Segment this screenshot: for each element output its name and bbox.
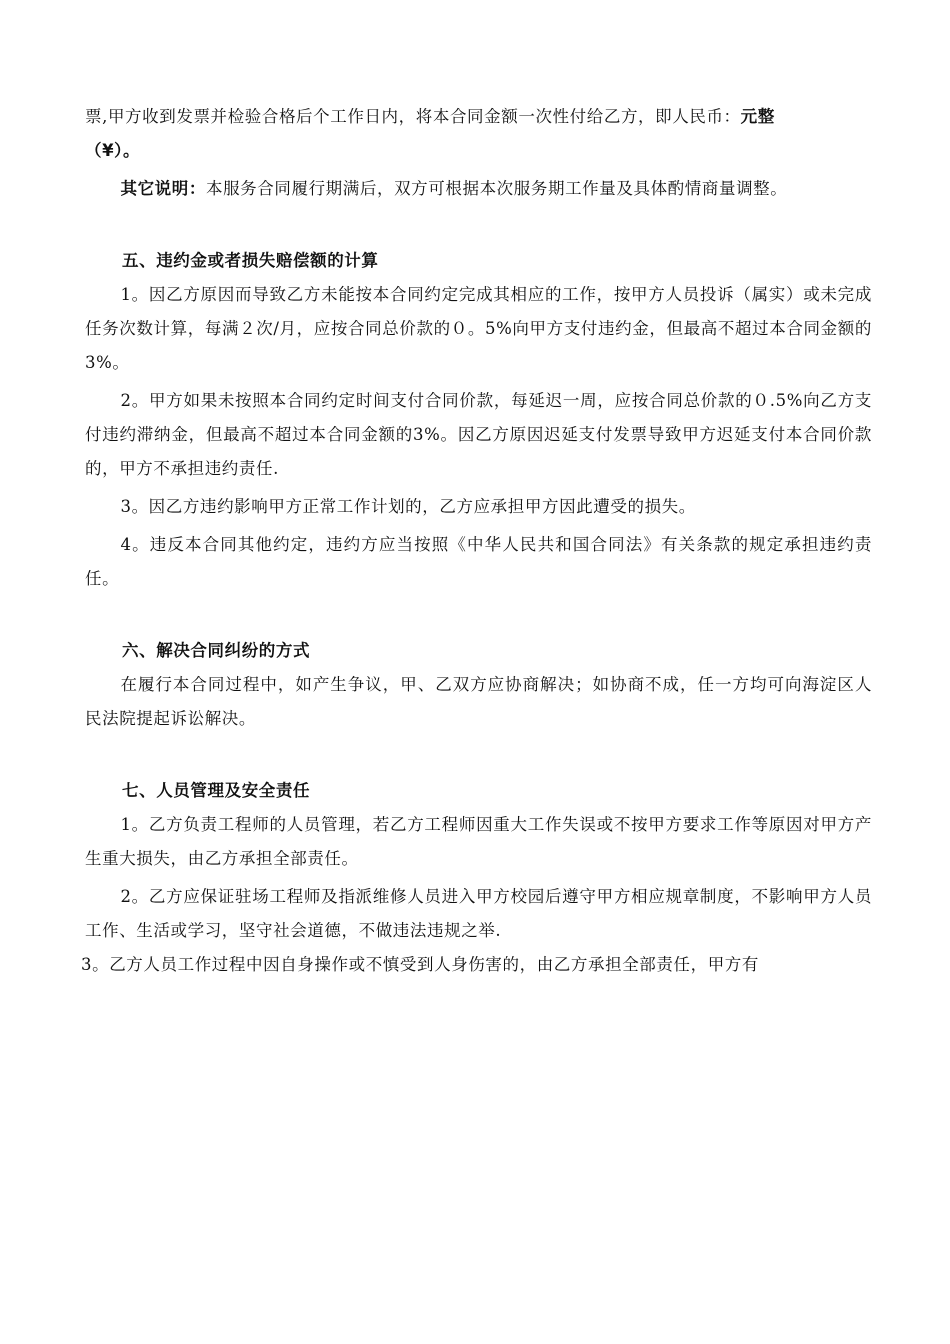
section-7-heading: 七、人员管理及安全责任 [122, 781, 311, 800]
spacer [85, 210, 872, 244]
payment-currency: （¥）。 [85, 141, 141, 160]
other-notes-text: 本服务合同履行期满后，双方可根据本次服务期工作量及具体酌情商量调整。 [205, 179, 788, 198]
section-5-heading: 五、违约金或者损失赔偿额的计算 [122, 251, 379, 270]
section-7-item-3: 3。乙方人员工作过程中因自身操作或不慎受到人身伤害的，由乙方承担全部责任，甲方有 [81, 955, 759, 974]
section-6-heading: 六、解决合同纠纷的方式 [122, 641, 311, 660]
section-5-item-4: 4。违反本合同其他约定，违约方应当按照《中华人民共和国合同法》有关条款的规定承担违约责任。 [85, 535, 872, 588]
payment-text: 票,甲方收到发票并检验合格后个工作日内，将本合同金额一次性付给乙方，即人民币： [85, 107, 741, 126]
payment-paragraph [85, 100, 872, 168]
other-notes-label: 其它说明： [120, 179, 206, 198]
spacer [85, 740, 872, 774]
section-5-item-2: 2。甲方如果未按照本合同约定时间支付合同价款，每延迟一周，应按合同总价款的０.5%向乙方支付违约滞纳金，但最高不超过本合同金额的3%。因乙方原因迟延支付发票导致甲方迟延支付本合同价款的，甲方不承担违约责任. [85, 391, 872, 478]
spacer [85, 600, 872, 634]
other-notes-paragraph [85, 172, 872, 206]
section-5-item-1: 1。因乙方原因而导致乙方未能按本合同约定完成其相应的工作，按甲方人员投诉（属实）或未完成任务次数计算，每满２次/月，应按合同总价款的０。5%向甲方支付违约金，但最高不超过本合同金额的3%。 [85, 285, 872, 372]
section-6-text: 在履行本合同过程中，如产生争议，甲、乙双方应协商解决；如协商不成，任一方均可向海淀区人民法院提起诉讼解决。 [85, 675, 872, 728]
section-7-item-1: 1。乙方负责工程师的人员管理，若乙方工程师因重大工作失误或不按甲方要求工作等原因对甲方产生重大损失，由乙方承担全部责任。 [85, 815, 872, 868]
section-7-item-2: 2。乙方应保证驻场工程师及指派维修人员进入甲方校园后遵守甲方相应规章制度，不影响甲方人员工作、生活或学习，坚守社会道德，不做违法违规之举. [85, 887, 872, 940]
payment-amount-label: 元整 [740, 107, 775, 126]
section-5-item-3: 3。因乙方违约影响甲方正常工作计划的，乙方应承担甲方因此遭受的损失。 [120, 497, 696, 516]
